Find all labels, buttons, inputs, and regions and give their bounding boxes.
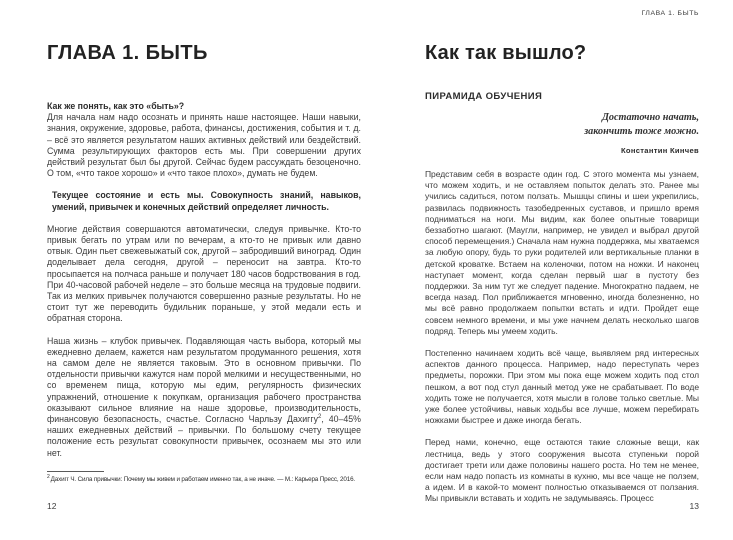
- subsection-heading: ПИРАМИДА ОБУЧЕНИЯ: [425, 91, 543, 102]
- left-page: [47, 42, 361, 470]
- page-number-right: 13: [689, 501, 699, 511]
- paragraph-text: , 40–45% наших ежедневных действий – привычки. По большому счету текущее положение есть результат совокупности привычек, осознаем мы это или нет.: [47, 414, 361, 458]
- page-number-left: 12: [47, 501, 57, 511]
- footnote-rule: [47, 471, 104, 472]
- footnote-reference: 2: [317, 414, 322, 421]
- intro-heading: Как же понять, как это «быть»?: [47, 101, 185, 111]
- right-page-body: [425, 169, 699, 505]
- body-paragraph: Представим себя в возрасте один год. С этого момента мы узнаем, что можем ходить, и не оставляем попыток делать это. Ранее мы учились садиться, потом ползать. Мышцы спины и шеи укрепились, развилась подвижность тазобедренных суставов, и пришло время подниматься на ноги. Мы видим, как более опытные товарищи беззаботно шагают. (Маугли, например, не увидел и выбрал другой способ перемещения.) Сначала нам нужна поддержка, мы хватаемся за любую опору, будь то руки родителей или вертикальные планки в детской кроватке. Встаем на коленочки, потом на ножки. И наконец наступает момент, когда сделан первый шаг в пустоту без поддержки. За ним тут же следует падение. Многократно падаем, не всегда назад. Пол приближается мгновенно, иногда болезненно, но мы всё равно продолжаем попытки встать и идти. Пройдет еще совсем немного времени, и мы уже начнем делать несколько шагов подряд. Теперь мы умеем ходить.: [425, 169, 699, 336]
- paragraph-text: Наша жизнь – клубок привычек. Подавляющая часть выбора, который мы ежедневно делаем, кажется нам результатом продуманного решения, хотя на самом деле не является таковым. Это в основном привычки. По отдельности привычки кажутся нам порой мелкими и несущественными, но со временем пища, которую мы едим, регулярность физических упражнений, отношение к покупкам, организация рабочего пространства оказывают сильное влияние на наше здоровье, производительность, финансовую безопасность, счастье. Согласно Чарльзу Дахиггу: [47, 335, 361, 425]
- running-header: ГЛАВА 1. БЫТЬ: [641, 10, 699, 17]
- key-statement: Текущее состояние и есть мы. Совокупность знаний, навыков, умений, привычек и конечных действий определяет личность.: [52, 190, 361, 212]
- footnote: [47, 473, 361, 484]
- footnote-block: [47, 471, 361, 484]
- right-page: [425, 42, 699, 516]
- epigraph-line: закончить тоже можно.: [584, 125, 699, 137]
- epigraph: [425, 111, 699, 138]
- body-paragraph: Постепенно начинаем ходить всё чаще, выявляем ряд интересных аспектов данного процесса. Например, надо переступать через предметы, порожки. При этом мы пока еще можем ходить под стол пешком, а вот под стул данный метод уже не срабатывает. По воде ходить тоже не получается, хотя мысли в голове только светлые. Мы уже более устойчивы, навык ходьбы все лучше, можем перебирать ножками быстрее и даже иногда бегать.: [425, 348, 699, 426]
- footnote-text: Дахигг Ч. Сила привычки: Почему мы живем и работаем именно так, а не иначе. — М.: Карьера Пресс, 2016.: [50, 476, 356, 483]
- paragraph-text: Для начала нам надо осознать и принять наше настоящее. Наши навыки, знания, окружение, здоровье, работа, финансы, достижения, события и т. д. – всё это является результатом наших активных действий или бездействий. Сумма результирующих факторов есть мы. При совершении других действий результат был бы другой. Сейчас будем рассуждать безоценочно. О том, «что такое хорошо» и «что такое плохо», думать не будем.: [47, 112, 361, 179]
- chapter-title: ГЛАВА 1. БЫТЬ: [47, 42, 208, 64]
- epigraph-line: Достаточно начать,: [601, 112, 699, 123]
- body-paragraph: Перед нами, конечно, еще остаются такие сложные вещи, как лестница, ведь у этого сооружения высота ступеньки порой достигает трети или даже половины нашего роста. Но тем не менее, если нам надо попасть из комнаты в кухню, мы все чаще не ползем, а идем. И в какой-то момент полностью отказываемся от ползания. Мы привыкли вставать и ходить не задумываясь. Процесс: [425, 437, 699, 504]
- left-page-body: [47, 101, 361, 459]
- epigraph-attribution: Константин Кинчев: [621, 146, 699, 155]
- body-paragraph: Многие действия совершаются автоматически, следуя привычке. Кто-то привык бегать по утрам или по вечерам, а кто-то не привык или давно отвык. Один пьет свежевыжатый сок, другой – забродивший виноград. Один доделывает дела сегодня, другой – переносит на завтра. Кто-то просыпается на полчаса раньше и получает 180 часов бодрствования в год. При 40-часовой рабочей неделе – это больше месяца на трудовые подвиги. Так из мелких привычек получаются совершенно разные результаты. Но не стоит тут же переводить будильник пораньше, у этой медали есть и обратная сторона.: [47, 223, 361, 324]
- section-title: Как так вышло?: [425, 42, 587, 64]
- body-paragraph-with-footnote: [47, 336, 361, 459]
- intro-paragraph: [47, 101, 361, 179]
- footnote-marker: 2: [47, 473, 50, 480]
